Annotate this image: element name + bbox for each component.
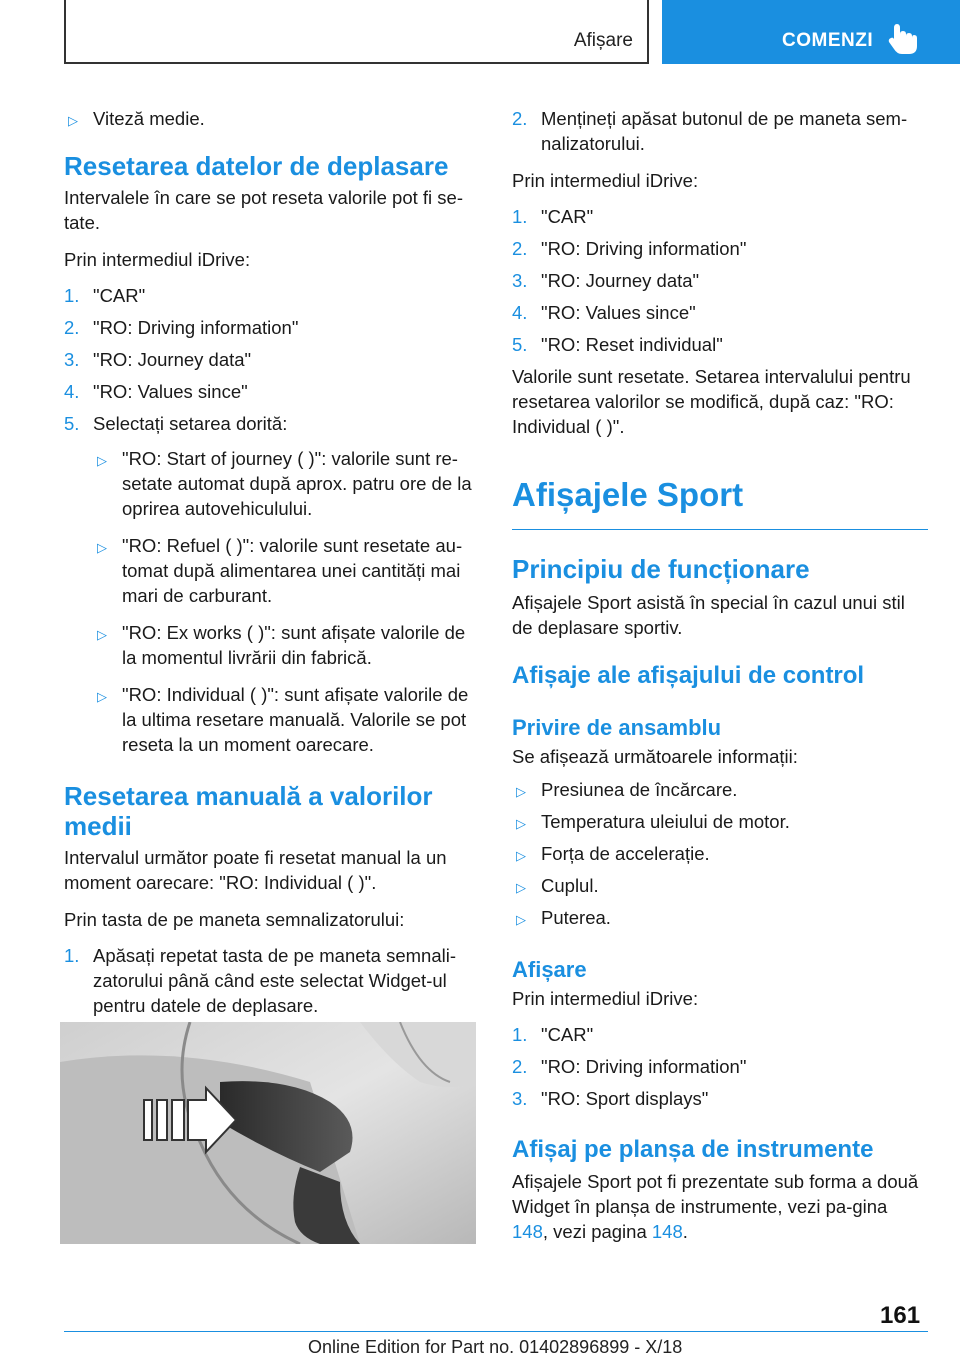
triangle-bullet-icon: ▷: [516, 912, 526, 927]
heading-principle: Principiu de funcționare: [512, 554, 810, 584]
list-item: ▷ Forța de accelerație.: [512, 841, 928, 866]
header-section-title: Afișare: [573, 30, 633, 51]
list-item: ▷ Presiunea de încărcare.: [512, 777, 928, 802]
list-item: ▷ Cuplul.: [512, 873, 928, 898]
list-item: 2. "RO: Driving information": [512, 238, 747, 259]
heading-manual-reset: Resetarea manuală a valorilor medii: [64, 781, 433, 841]
heading-reset-trip: Resetarea datelor de deplasare: [64, 151, 449, 181]
footer-divider: [64, 1331, 928, 1332]
left-column: [64, 100, 479, 1018]
list-item: 3. "RO: Journey data": [64, 349, 252, 370]
page-number: 161: [880, 1302, 921, 1329]
heading-control-display: Afișaje ale afișajului de control: [512, 662, 865, 689]
triangle-bullet-icon: ▷: [97, 689, 107, 704]
heading-overview: Privire de ansamblu: [512, 715, 722, 740]
triangle-bullet-icon: ▷: [516, 816, 526, 831]
paragraph: Intervalele în care se pot reseta valorile pot fi se-tate.: [64, 187, 463, 233]
list-item: ▷ "RO: Refuel ( )": valorile sunt resetate au-tomat după alimentarea unei cantități mai mari de carburant.: [97, 535, 463, 606]
list-item: 1. "CAR": [64, 285, 146, 306]
list-item: 1. Apăsați repetat tasta de pe maneta semnali-zatorului până când este selectat Widget-ul pentru datele de deplasare.: [64, 945, 457, 1016]
list-item: ▷ "RO: Ex works ( )": sunt afișate valorile de la momentul livrării din fabrică.: [97, 622, 466, 668]
list-item: 3. "RO: Sport displays": [512, 1088, 709, 1109]
list-item: 4. "RO: Values since": [512, 302, 696, 323]
footer-edition: Online Edition for Part no. 01402896899 - X/18: [308, 1337, 683, 1357]
header-chapter-box: [662, 0, 960, 64]
triangle-bullet-icon: ▷: [68, 113, 78, 128]
paragraph: Afișajele Sport pot fi prezentate sub forma a două Widget în planșa de instrumente, vezi pa-gina 148, vezi pagina 148.: [512, 1171, 919, 1242]
heading-instrument-cluster: Afișaj pe planșa de instrumente: [512, 1136, 874, 1163]
list-item: ▷ Viteză medie.: [64, 106, 479, 131]
list-item: 5. "RO: Reset individual": [512, 334, 723, 355]
triangle-bullet-icon: ▷: [97, 453, 107, 468]
paragraph: Prin tasta de pe maneta semnalizatorului:: [64, 909, 405, 930]
triangle-bullet-icon: ▷: [97, 627, 107, 642]
paragraph: Valorile sunt resetate. Setarea intervalului pentru resetarea valorilor se modifică, după caz: "RO: Individual ( )".: [512, 366, 911, 437]
heading-sport-displays: Afișajele Sport: [512, 475, 928, 530]
paragraph: Se afișează următoarele informații:: [512, 746, 798, 767]
triangle-bullet-icon: ▷: [516, 880, 526, 895]
list-item: 1. "CAR": [512, 206, 594, 227]
paragraph: Prin intermediul iDrive:: [64, 249, 251, 270]
list-item: ▷ "RO: Start of journey ( )": valorile sunt re-setate automat după aprox. patru ore de la oprirea autovehiculului.: [97, 448, 472, 519]
list-item: 2. "RO: Driving information": [512, 1056, 747, 1077]
list-item: 2. "RO: Driving information": [64, 317, 299, 338]
list-item: ▷ Puterea.: [512, 905, 928, 930]
list-item: ▷ Temperatura uleiului de motor.: [512, 809, 928, 834]
list-item: 1. "CAR": [512, 1024, 594, 1045]
triangle-bullet-icon: ▷: [516, 848, 526, 863]
list-item: 5. Selectați setarea dorită:: [64, 413, 288, 434]
paragraph: Prin intermediul iDrive:: [512, 988, 699, 1009]
header-chapter-title: COMENZI: [782, 30, 874, 51]
triangle-bullet-icon: ▷: [97, 540, 107, 555]
list-item: 4. "RO: Values since": [64, 381, 248, 402]
turn-signal-lever-illustration: [60, 1022, 476, 1244]
paragraph: Afișajele Sport asistă în special în cazul unui stil de deplasare sportiv.: [512, 592, 905, 638]
list-item: 3. "RO: Journey data": [512, 270, 700, 291]
header-section-box: [64, 0, 649, 64]
pointing-hand-icon: [888, 22, 918, 56]
page-link[interactable]: 148: [512, 1221, 543, 1242]
paragraph: Prin intermediul iDrive:: [512, 170, 699, 191]
paragraph: Intervalul următor poate fi resetat manual la un moment oarecare: "RO: Individual ( )".: [64, 847, 447, 893]
list-item: 2. Mențineți apăsat butonul de pe maneta sem-nalizatorului.: [512, 108, 908, 154]
list-item: ▷ "RO: Individual ( )": sunt afișate valorile de la ultima resetare manuală. Valorile se pot reseta la un moment oarecare.: [97, 684, 469, 755]
right-column: [512, 100, 928, 1244]
heading-display: Afișare: [512, 957, 587, 982]
page-link[interactable]: 148: [651, 1221, 683, 1242]
triangle-bullet-icon: ▷: [516, 784, 526, 799]
